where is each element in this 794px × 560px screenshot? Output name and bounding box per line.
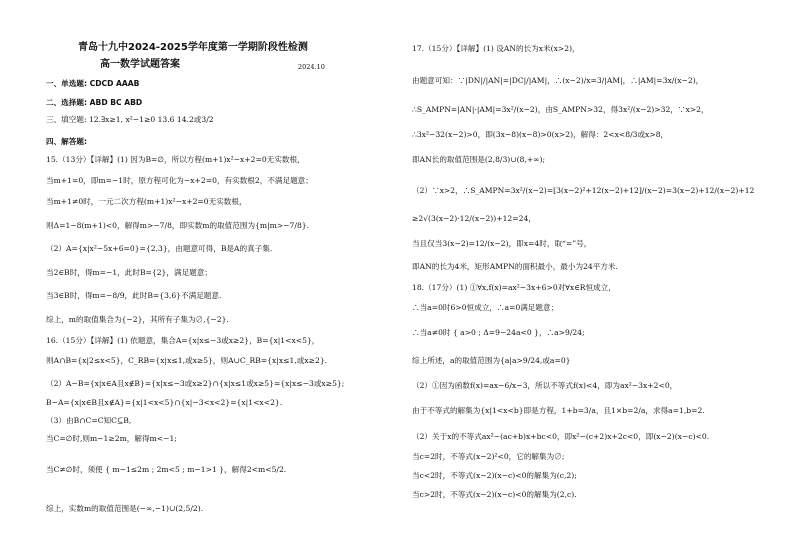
document-subtitle: 高一数学试题答案 bbox=[100, 59, 180, 70]
right-line: 当c>2时，不等式(x−2)(x−c)<0的解集为(2,c). bbox=[412, 490, 577, 499]
right-line: 18.（17分）(1) ①∀x,f(x)=ax²−3x+6>0对∀x∈R恒成立， bbox=[412, 283, 616, 292]
left-line: 综上，实数m的取值范围是(−∞,−1)∪(2,5/2). bbox=[46, 504, 204, 513]
right-line: （2）∵x>2，∴S_AMPN=3x²/(x−2)=[3(x−2)²+12(x−2)+12]/(x−2)=3(x−2)+12/(x−2)+12 bbox=[412, 186, 755, 195]
right-line: 当且仅当3(x−2)=12/(x−2)，即x=4时，取“=”号， bbox=[412, 239, 592, 248]
left-line: （3）由B∩C=C知C⊆B, bbox=[46, 416, 132, 425]
left-line: 当m+1=0，即m=−1时，原方程可化为−x+2=0，有实数根2，不满足题意； bbox=[46, 176, 313, 185]
right-line: ∴3x²−32(x−2)>0，即(3x−8)(x−8)>0(x>2)，解得：2<x<8/3或x>8， bbox=[412, 130, 669, 139]
right-line: 当c<2时，不等式(x−2)(x−c)<0的解集为(c,2); bbox=[412, 471, 577, 480]
left-line: 16.（15分）【详解】(1) 依题意，集合A={x|x≤−3或x≥2}，B={x|1<x<5}， bbox=[46, 336, 320, 345]
left-line: 则Δ=1−8(m+1)<0，解得m>−7/8，即实数m的取值范围为{m|m>−7/8}. bbox=[46, 221, 310, 230]
left-line: 一、单选题: CDCD AAAB bbox=[46, 79, 140, 88]
right-line: 由题意可知：∵|DN|/|AN|=|DC|/|AM|，∴(x−2)/x=3/|AM|，∴|AM|=3x/(x−2)， bbox=[412, 76, 704, 85]
right-line: 当c=2时，不等式(x−2)²<0，它的解集为∅; bbox=[412, 452, 565, 461]
right-line: ∴当a=0时6>0恒成立，∴a=0满足题意； bbox=[412, 303, 559, 312]
left-line: （2）A−B={x|x∈A且x∉B}={x|x≤−3或x≥2}∩{x|x≤1或x≥5}={x|x≤−3或x≥5}; bbox=[46, 379, 345, 388]
document-title: 青岛十九中2024-2025学年度第一学期阶段性检测 bbox=[78, 42, 308, 53]
left-line: 当C≠∅时，须使 { m−1≤2m ; 2m<5 ; m−1>1 }，解得2<m<5/2. bbox=[46, 465, 287, 474]
left-line: （2）A={x|x²−5x+6=0}={2,3}，由题意可得，B是A的真子集. bbox=[46, 244, 273, 253]
right-line: 17.（15分）【详解】(1) 设AN的长为x米(x>2)， bbox=[412, 44, 580, 53]
left-line: 15.（13分）【详解】(1) 因为B=∅，所以方程(m+1)x²−x+2=0无实数根， bbox=[46, 155, 305, 164]
left-line: 四、解答题: bbox=[46, 137, 88, 146]
left-line: 三、填空题: 12.∃x≥1, x²−1≥0 13.6 14.2或3/2 bbox=[46, 115, 214, 124]
left-line: 则A∩B={x|2≤x<5}，C_RB={x|x≤1,或x≥5}，则A∪C_RB={x|x≤1,或x≥2}. bbox=[46, 356, 328, 365]
right-line: 综上所述，a的取值范围为{a|a>9/24,或a=0} bbox=[412, 356, 571, 365]
right-line: ≥2√(3(x−2)·12/(x−2))+12=24， bbox=[412, 214, 536, 223]
left-line: 综上，m的取值集合为{−2}，其所有子集为∅,{−2}. bbox=[46, 315, 229, 324]
left-line: 当C=∅时,则m−1≥2m，解得m<−1; bbox=[46, 434, 177, 443]
document-date: 2024.10 bbox=[298, 63, 325, 71]
left-line: 二、选择题: ABD BC ABD bbox=[46, 98, 143, 107]
right-line: ∴当a≠0时 { a>0 ; Δ=9−24a<0 }，∴a>9/24; bbox=[412, 328, 585, 337]
left-line: B−A={x|x∈B且x∉A}={x|1<x<5}∩{x|−3<x<2}={x|1<x<2}. bbox=[46, 398, 283, 407]
right-line: （2）关于x的不等式ax²−(ac+b)x+bc<0，即x²−(c+2)x+2c<0，即(x−2)(x−c)<0. bbox=[412, 432, 710, 441]
right-line: 即AN的长为4米，矩形AMPN的面积最小，最小为24平方米. bbox=[412, 262, 618, 271]
left-line: 当2∈B时，得m=−1，此时B={2}，满足题意； bbox=[46, 268, 212, 277]
right-line: 即AN长的取值范围是(2,8/3)∪(8,+∞); bbox=[412, 155, 546, 164]
left-line: 当m+1≠0时，一元二次方程(m+1)x²−x+2=0无实数根， bbox=[46, 197, 247, 206]
left-line: 当3∈B时，得m=−8/9，此时B={3,6}不满足题意. bbox=[46, 291, 222, 300]
right-line: （2）①因为函数f(x)=ax−6/x−3，所以不等式f(x)<4，即为ax²−3x+2<0， bbox=[412, 381, 678, 390]
right-line: ∴S_AMPN=|AN|·|AM|=3x²/(x−2)，由S_AMPN>32，得3x²/(x−2)>32，∵x>2， bbox=[412, 105, 709, 114]
right-line: 由于不等式的解集为{x|1<x<b}即是方程，1+b=3/a，且1×b=2/a，求得a=1,b=2. bbox=[412, 406, 705, 415]
